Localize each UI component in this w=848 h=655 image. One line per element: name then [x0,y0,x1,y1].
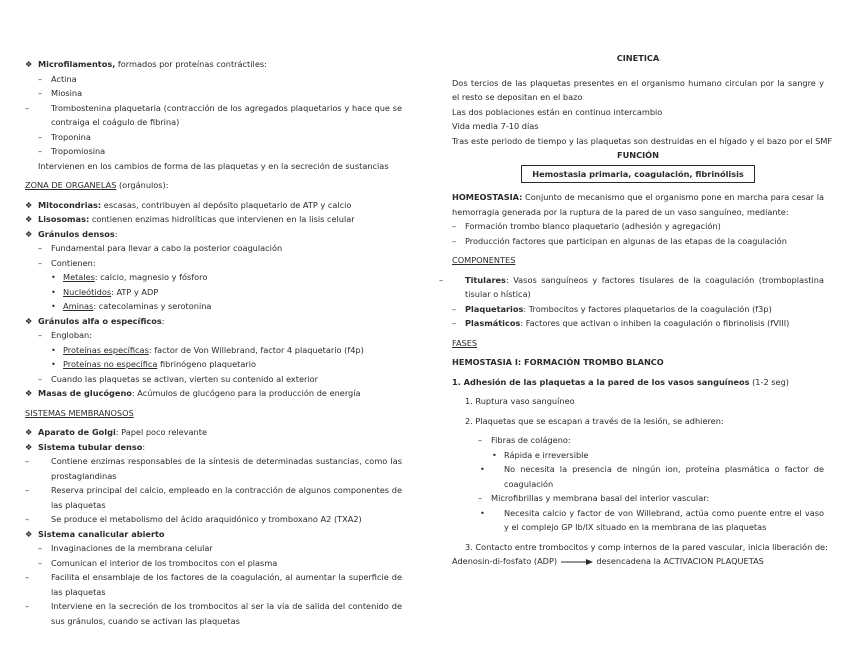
list-item: – Comunican el interior de los trombocitos con el plasma [38,557,278,568]
cinetica-line: Tras este periodo de tiempo y las plaquetas son destruidas en el hígado y el bazo por el SMF [452,135,833,146]
microfibrillas-item: – Microfibrillas y membrana basal del interior vascular: [478,493,710,503]
golgi-item: ❖ Aparato de Golgi: Papel poco relevante [25,427,207,437]
lisosomas-item: ❖ Lisosomas: contienen enzimas hidrolíticas que intervienen en la lisis celular [25,214,355,224]
list-item: – Contienen: [38,257,96,268]
list-item: • No necesita la presencia de ningún ion, proteína plasmática o factor de coagulación [480,464,824,489]
list-item: – Fundamental para llevar a cabo la posterior coagulación [38,243,283,253]
tubular-item: ❖ Sistema tubular denso: [25,441,146,452]
mitocondrias-item: ❖ Mitocondrias: escasas, contribuyen al depósito plaquetario de ATP y calcio [25,199,352,210]
aminas-item: • Aminas: catecolaminas y serotonina [51,301,212,311]
list-item: • Rápida e irreversible [492,449,589,460]
list-item: – Actina [38,73,77,84]
funcion-box-wrap [452,163,824,186]
step-3: 3. Contacto entre trombocitos y comp internos de la pared vascular, inicia liberación de: [465,541,828,552]
list-item: – Tropomiosina [38,146,106,156]
cinetica-line: Las dos poblaciones están en continuo intercambio [452,106,663,117]
proteinas-no-especificas-item: • Proteínas no específica fibrinógeno plaquetario [51,359,257,369]
adhesion-title: 1. Adhesión de las plaquetas a la pared de los vasos sanguíneos (1-2 seg) [452,376,789,387]
list-item: – Miosina [38,88,83,98]
funcion-title: FUNCIÓN [617,150,659,160]
cinetica-title: CINETICA [616,53,660,63]
list-item: – Interviene en la secreción de los trombocitos al ser la vía de salida del contenido de sus gránulos, cuando se activan las plaquetas [25,601,402,626]
microfilamentos-heading: ❖ Microfilamentos, formados por proteínas contráctiles: [25,57,402,72]
nucleotidos-item: • Nucleótidos: ATP y ADP [51,286,159,297]
colageno-item: – Fibras de colágeno: [478,435,571,445]
arrow-right-icon [560,558,594,566]
right-column [439,51,833,569]
list-item: – Invaginaciones de la membrana celular [38,543,213,553]
plasmaticos-item: – Plasmáticos: Factores que activan o inhiben la coagulación o fibrinolisis (fVIII) [452,318,790,328]
list-item: – Contiene enzimas responsables de la síntesis de determinadas sustancias, como las prostaglandinas [25,456,402,481]
microfilamentos-note: Intervienen en los cambios de forma de las plaquetas y en la secreción de sustancias [38,160,389,171]
list-item: – Producción factores que participan en algunas de las etapas de la coagulación [452,235,787,246]
titulares-item: – Titulares: Vasos sanguíneos y factores tisulares de la coagulación (tromboplastina tisular o hística) [439,274,824,299]
cinetica-paragraph: Dos tercios de las plaquetas presentes en el organismo humano circulan por la sangre y el resto se depositan en el bazo [452,77,824,102]
componentes-title: COMPONENTES [452,255,516,265]
homeostasia-paragraph: HOMEOSTASIA: Conjunto de mecanismo que el organismo pone en marcha para cesar la hemorragia generada por la ruptura de la pared de un vaso sanguíneo, mediante: [452,192,824,217]
diamond-bullet-icon: ❖ [25,59,33,69]
funcion-box: Hemostasia primaria, coagulación, fibrinólisis [521,165,755,184]
list-item: – Reserva principal del calcio, empleado en la contracción de algunos componentes de las plaquetas [25,485,402,510]
organelas-heading: ZONA DE ORGANELAS (orgánulos): [25,180,169,190]
canalicular-item: ❖ Sistema canalicular abierto [25,528,165,539]
list-item: • Necesita calcio y factor de von Willebrand, actúa como puente entre el vaso y el complejo GP Ib/IX situado en la membrana de las plaquetas [480,507,824,532]
plaquetarios-item: – Plaquetarios: Trombocitos y factores plaquetarios de la coagulación (f3p) [452,303,772,314]
list-item: – Trombostenina plaquetaria (contracción de los agregados plaquetarios y hace que se contraiga el coágulo de fibrina) [25,102,402,127]
proteinas-especificas-item: • Proteínas específicas: factor de Von Willebrand, factor 4 plaquetario (f4p) [51,344,364,355]
glucogeno-item: ❖ Masas de glucógeno: Acúmulos de glucógeno para la producción de energía [25,388,361,398]
membranosos-heading: SISTEMAS MEMBRANOSOS [25,407,134,418]
granulos-densos-item: ❖ Gránulos densos: [25,228,118,239]
list-item: – Troponina [38,131,91,142]
granulos-alfa-item: ❖ Gránulos alfa o específicos: [25,315,165,326]
list-item: – Cuando las plaquetas se activan, vierten su contenido al exterior [38,373,318,384]
cinetica-line: Vida media 7-10 días [452,121,539,131]
list-item: – Facilita el ensamblaje de los factores de la coagulación, al aumentar la superficie de las plaquetas [25,572,402,597]
left-column [25,57,402,628]
metales-item: • Metales: calcio, magnesio y fósforo [51,272,208,282]
list-item: – Engloban: [38,330,93,340]
step-1: 1. Ruptura vaso sanguíneo [465,396,575,406]
adp-line: Adenosin-di-fosfato (ADP) desencadena la ACTIVACION PLAQUETAS [452,556,764,566]
fases-title: FASES [452,337,478,348]
list-item: – Formación trombo blanco plaquetario (adhesión y agregación) [452,221,721,231]
list-item: – Se produce el metabolismo del ácido araquidónico y tromboxano A2 (TXA2) [25,514,362,524]
step-2: 2. Plaquetas que se escapan a través de la lesión, se adhieren: [465,415,724,426]
hemostasia-title: HEMOSTASIA I: FORMACIÓN TROMBO BLANCO [452,357,664,367]
